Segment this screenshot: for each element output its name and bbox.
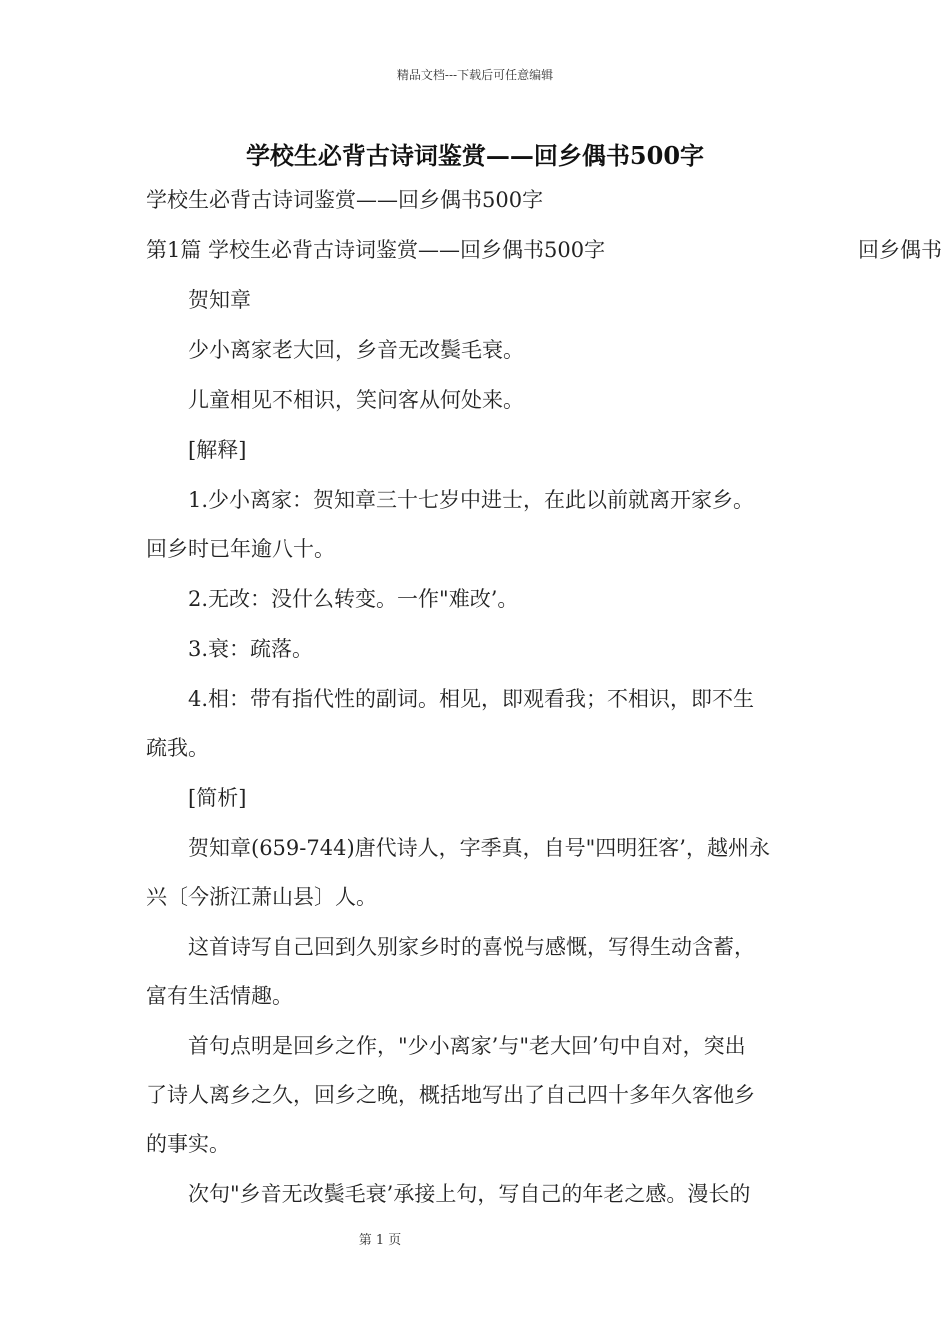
chapter-heading: [146, 236, 942, 264]
analysis-p2-line-2: 富有生活情趣。: [146, 984, 293, 1008]
document-title: 学校生必背古诗词鉴赏——回乡偶书500字: [245, 141, 705, 170]
analysis-p4-line-1: 次句"乡音无改鬓毛衰’承接上句，写自己的年老之感。漫长的: [188, 1182, 751, 1206]
analysis-p3-line-1: 首句点明是回乡之作，"少小离家’与"老大回’句中自对，突出: [188, 1034, 746, 1058]
analysis-p3-line-3: 的事实。: [146, 1132, 230, 1156]
notes-heading: [解释]: [188, 438, 247, 462]
poem-line-1: 少小离家老大回，乡音无改鬓毛衰。: [188, 338, 524, 362]
analysis-p1-line-2: 兴〔今浙江萧山县〕人。: [146, 885, 377, 909]
note-1-line-1: 1.少小离家：贺知章三十七岁中进士，在此以前就离开家乡。: [188, 488, 755, 512]
page-number: 第 1 页: [358, 1233, 402, 1248]
chapter-poem-title: 回乡偶书: [858, 238, 942, 262]
chapter-label: 第1篇 学校生必背古诗词鉴赏——回乡偶书500字: [146, 238, 606, 262]
subtitle: 学校生必背古诗词鉴赏——回乡偶书500字: [146, 188, 544, 212]
poem-line-2: 儿童相见不相识，笑问客从何处来。: [188, 388, 524, 412]
note-2: 2.无改：没什么转变。一作"难改’。: [188, 587, 519, 611]
header-note: 精品文档---下载后可任意编辑: [396, 68, 554, 82]
analysis-p2-line-1: 这首诗写自己回到久别家乡时的喜悦与感慨，写得生动含蓄，: [188, 935, 755, 959]
analysis-heading: [简析]: [188, 786, 247, 810]
note-4-line-2: 疏我。: [146, 736, 209, 760]
note-1-line-2: 回乡时已年逾八十。: [146, 537, 335, 561]
note-4-line-1: 4.相：带有指代性的副词。相见，即观看我；不相识，即不生: [188, 687, 755, 711]
poem-author: 贺知章: [188, 288, 251, 312]
analysis-p1-line-1: 贺知章(659-744)唐代诗人，字季真，自号"四明狂客’，越州永: [188, 836, 770, 860]
analysis-p3-line-2: 了诗人离乡之久，回乡之晚，概括地写出了自己四十多年久客他乡: [146, 1083, 755, 1107]
note-3: 3.衰：疏落。: [188, 637, 314, 661]
